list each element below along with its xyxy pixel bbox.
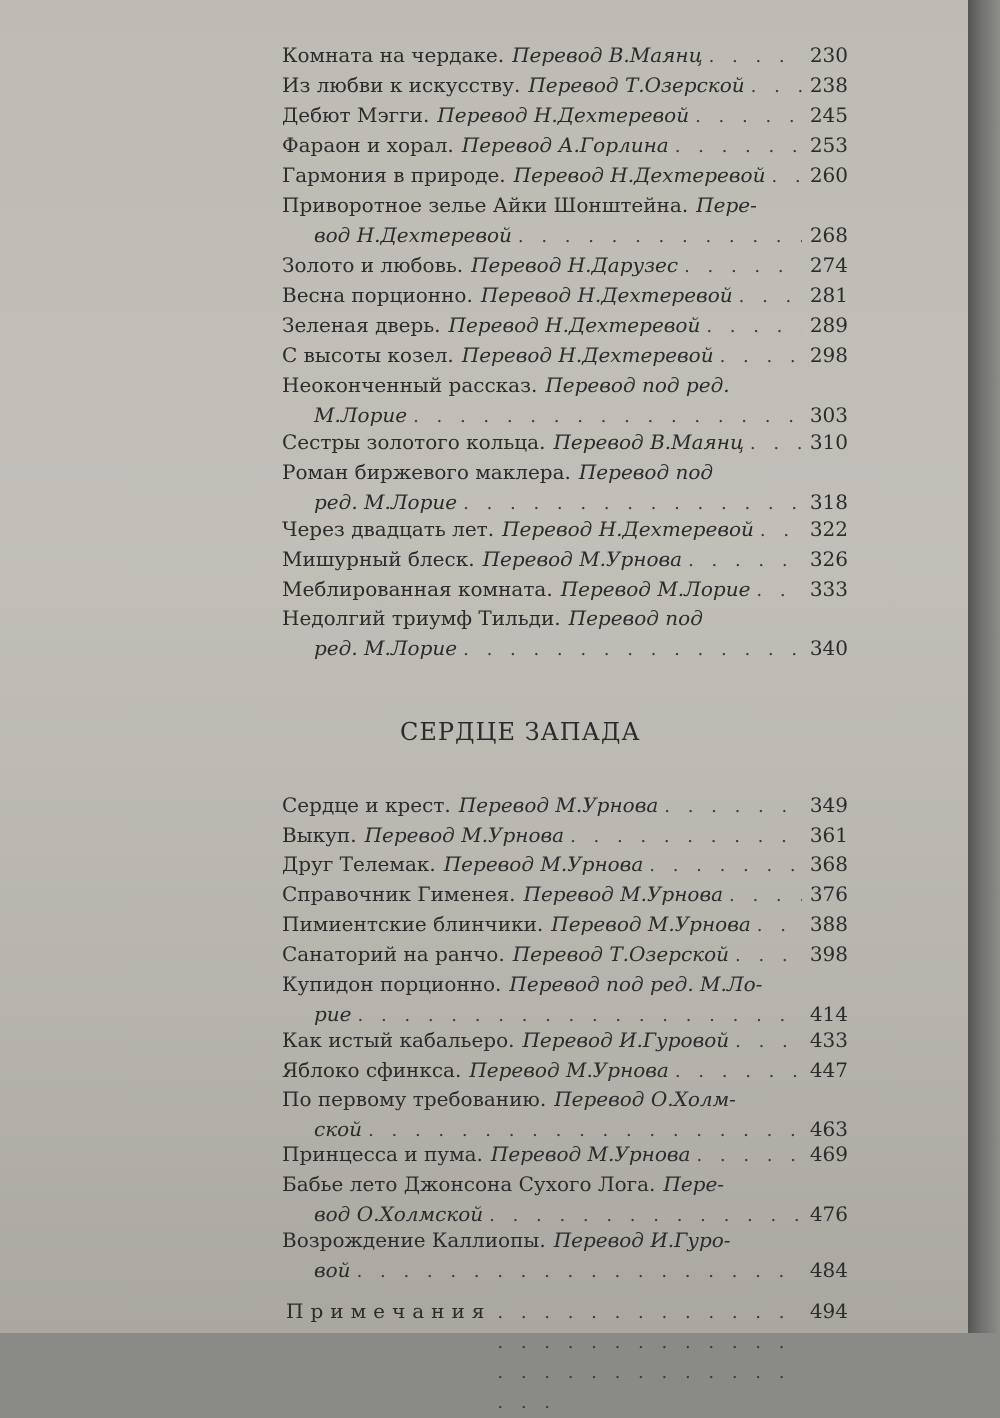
entry-page-number: 326 [809, 547, 848, 571]
entry-title: Пимиентские блинчики. [282, 912, 544, 936]
toc-entry-line [282, 1084, 848, 1114]
toc-entry-line [282, 603, 848, 633]
dot-leader [570, 822, 802, 852]
entry-page-number: 253 [809, 133, 848, 157]
entry-translator: Перевод М.Урнова [523, 882, 724, 906]
section-heading: СЕРДЦЕ ЗАПАДА [400, 718, 641, 746]
toc-entry-line [282, 1169, 848, 1199]
toc-entry [282, 544, 848, 574]
toc-entry-line [282, 427, 848, 457]
entry-translator: Перевод Н.Дехтеревой [480, 283, 733, 307]
entry-title: С высоты козел. [282, 343, 454, 367]
entry-title: Недолгий триумф Тильди. [282, 606, 561, 630]
entry-translator: Перевод О.Холм- [554, 1087, 736, 1111]
dot-leader [675, 1057, 802, 1087]
toc-entry-line [282, 370, 848, 400]
entry-translator: Перевод М.Лорие [560, 577, 751, 601]
toc-entry [282, 310, 848, 340]
toc-entry-line [282, 457, 848, 487]
toc-entry-line [282, 544, 848, 574]
dot-leader [463, 635, 802, 665]
entry-translator: Перевод под [568, 606, 703, 630]
entry-translator: Перевод М.Урнова [482, 547, 683, 571]
entry-title: По первому требованию. [282, 1087, 547, 1111]
toc-entry-line [282, 100, 848, 130]
entry-title: Возрождение Каллиопы. [282, 1228, 546, 1252]
toc-entry [282, 40, 848, 70]
entry-translator-continuation: вод О.Холмской [314, 1202, 484, 1226]
entry-title: Мишурный блеск. [282, 547, 475, 571]
toc-entry-line [282, 514, 848, 544]
toc-entry-line [282, 879, 848, 909]
entry-page-number: 260 [809, 163, 848, 187]
entry-page-number: 349 [809, 793, 848, 817]
toc-entry [282, 574, 848, 604]
entry-page-number: 298 [809, 343, 848, 367]
dot-leader [756, 576, 802, 606]
dot-leader [357, 1257, 802, 1287]
entry-translator: Перевод М.Урнова [364, 823, 565, 847]
toc-entry [282, 879, 848, 909]
dot-leader [696, 1141, 802, 1171]
toc-entry-line [282, 849, 848, 879]
entry-page-number: 333 [809, 577, 848, 601]
dot-leader [760, 516, 802, 546]
entry-title: Выкуп. [282, 823, 357, 847]
entry-title: Меблированная комната. [282, 577, 553, 601]
entry-page-number: 289 [809, 313, 848, 337]
entry-page-number: 238 [809, 73, 848, 97]
entry-title: Золото и любовь. [282, 253, 464, 277]
toc-entry-line [282, 250, 848, 280]
toc-entry [282, 1084, 848, 1144]
dot-leader [688, 546, 802, 576]
entry-translator: Перевод М.Урнова [551, 912, 751, 936]
entry-page-number: 303 [809, 403, 848, 427]
entry-page-number: 281 [809, 283, 848, 307]
entry-title: Бабье лето Джонсона Сухого Лога. [282, 1172, 656, 1196]
toc-entry [282, 160, 848, 190]
entry-title: Дебют Мэгги. [282, 103, 430, 127]
notes-entry [286, 1296, 848, 1326]
toc-entry [282, 190, 848, 250]
entry-title: Яблоко сфинкса. [282, 1058, 462, 1082]
dot-leader [757, 911, 802, 941]
dot-leader [695, 102, 802, 132]
toc-entry-line [282, 40, 848, 70]
entry-title: Приворотное зелье Айки Шонштейна. [282, 193, 689, 217]
entry-translator-continuation: ред. М.Лорие [314, 636, 458, 660]
dot-leader [649, 851, 802, 881]
toc-entry-continuation [282, 400, 848, 430]
toc-entry-line [282, 340, 848, 370]
entry-title: Сердце и крест. [282, 793, 451, 817]
entry-translator-continuation: ред. М.Лорие [314, 490, 458, 514]
entry-translator-continuation: М.Лорие [314, 403, 408, 427]
toc-entry-line [282, 969, 848, 999]
entry-title: Комната на чердаке. [282, 43, 505, 67]
entry-title: Сестры золотого кольца. [282, 430, 546, 454]
toc-entry [282, 939, 848, 969]
toc-entry [282, 790, 848, 820]
dot-leader [750, 429, 802, 459]
entry-page-number: 245 [809, 103, 848, 127]
entry-translator-continuation: вод Н.Дехтеревой [314, 223, 512, 247]
entry-translator: Перевод Н.Дехтеревой [502, 517, 754, 541]
entry-page-number: 322 [809, 517, 848, 541]
toc-entry-line [282, 160, 848, 190]
toc-entry-line [282, 820, 848, 850]
toc-entry [282, 1225, 848, 1285]
entry-translator: Перевод Т.Озерской [528, 73, 745, 97]
entry-page-number: 318 [809, 490, 848, 514]
toc-entry [282, 427, 848, 457]
entry-page-number: 268 [809, 223, 848, 247]
entry-page-number: 414 [809, 1002, 848, 1026]
entry-translator-continuation: рие [314, 1002, 352, 1026]
toc-entry [282, 603, 848, 663]
dot-leader [735, 1027, 802, 1057]
dot-leader [771, 162, 802, 192]
dot-leader [739, 282, 802, 312]
entry-translator: Перевод Н.Дехтеревой [513, 163, 766, 187]
toc-entry [282, 457, 848, 517]
toc-entry-line [282, 1055, 848, 1085]
toc-entry-line [282, 939, 848, 969]
entry-page-number: 398 [809, 942, 848, 966]
entry-translator: Перевод под ред. М.Ло- [509, 972, 763, 996]
entry-title: Весна порционно. [282, 283, 473, 307]
toc-entry-line [282, 280, 848, 310]
toc-entry [282, 849, 848, 879]
entry-translator: Пере- [663, 1172, 725, 1196]
toc-entry [282, 100, 848, 130]
entry-page-number: 376 [809, 882, 848, 906]
dot-leader [751, 72, 802, 102]
entry-title: Из любви к искусству. [282, 73, 521, 97]
entry-translator: Перевод И.Гуровой [522, 1028, 730, 1052]
dot-leader [675, 132, 802, 162]
entry-translator: Перевод Н.Дехтеревой [448, 313, 701, 337]
entry-page-number: 469 [809, 1142, 848, 1166]
toc-entry-line [282, 1225, 848, 1255]
dot-leader [720, 342, 802, 372]
toc-entry-line [282, 190, 848, 220]
notes-title: Примечания [286, 1299, 492, 1323]
entry-page-number: 433 [809, 1028, 848, 1052]
entry-translator: Перевод Н.Дехтеревой [437, 103, 690, 127]
entry-title: Зеленая дверь. [282, 313, 441, 337]
toc-entry-line [282, 909, 848, 939]
entry-title: Гармония в природе. [282, 163, 506, 187]
dot-leader [518, 222, 802, 252]
toc-entry-line [282, 130, 848, 160]
entry-title: Санаторий на ранчо. [282, 942, 505, 966]
toc-entry-continuation [282, 1255, 848, 1285]
entry-translator: Перевод под [578, 460, 714, 484]
entry-page-number: 368 [809, 852, 848, 876]
toc-entry-line [282, 1139, 848, 1169]
toc-entry [282, 969, 848, 1029]
entry-page-number: 484 [809, 1258, 848, 1282]
toc-entry [282, 909, 848, 939]
toc-entry-continuation [282, 633, 848, 663]
entry-translator: Перевод Н.Дарузес [471, 253, 679, 277]
toc-entry-continuation [282, 220, 848, 250]
entry-translator: Пере- [696, 193, 757, 217]
entry-page-number: 230 [809, 43, 848, 67]
toc-entry-continuation [282, 487, 848, 517]
entry-translator: Перевод М.Урнова [458, 793, 659, 817]
entry-title: Как истый кабальеро. [282, 1028, 515, 1052]
entry-translator: Перевод Т.Озерской [512, 942, 730, 966]
entry-title: Принцесса и пума. [282, 1142, 483, 1166]
entry-translator: Перевод В.Маянц [553, 430, 744, 454]
dot-leader [709, 42, 802, 72]
entry-page-number: 447 [809, 1058, 848, 1082]
toc-entry [282, 1025, 848, 1055]
entry-page-number: 388 [809, 912, 848, 936]
entry-translator: Перевод И.Гуро- [553, 1228, 731, 1252]
page-edge-shadow [968, 0, 1000, 1333]
entry-title: Неоконченный рассказ. [282, 373, 538, 397]
toc-entry [282, 280, 848, 310]
dot-leader [684, 252, 802, 282]
dot-leader [664, 792, 802, 822]
toc-entry [282, 1139, 848, 1169]
notes-page-number: 494 [809, 1299, 848, 1323]
entry-page-number: 310 [809, 430, 848, 454]
entry-page-number: 274 [809, 253, 848, 277]
entry-translator: Перевод В.Маянц [512, 43, 703, 67]
dot-leader [497, 1298, 802, 1418]
entry-page-number: 361 [809, 823, 848, 847]
toc-entry-line [282, 574, 848, 604]
toc-entry [282, 1169, 848, 1229]
entry-translator: Перевод М.Урнова [490, 1142, 691, 1166]
entry-title: Купидон порционно. [282, 972, 502, 996]
toc-entry [282, 130, 848, 160]
toc-entry [282, 70, 848, 100]
entry-translator: Перевод А.Горлина [461, 133, 669, 157]
dot-leader [735, 941, 802, 971]
toc-entry [282, 250, 848, 280]
entry-title: Фараон и хорал. [282, 133, 454, 157]
toc-entry-line [282, 70, 848, 100]
entry-translator: Перевод Н.Дехтеревой [461, 343, 714, 367]
dot-leader [706, 312, 802, 342]
toc-entry [282, 340, 848, 370]
entry-page-number: 463 [809, 1117, 848, 1141]
entry-title: Роман биржевого маклера. [282, 460, 571, 484]
toc-entry [282, 820, 848, 850]
toc-entry [282, 370, 848, 430]
entry-title: Справочник Гименея. [282, 882, 516, 906]
entry-translator-continuation: вой [314, 1258, 351, 1282]
entry-translator: Перевод под ред. [545, 373, 730, 397]
entry-page-number: 340 [809, 636, 848, 660]
toc-entry [282, 514, 848, 544]
dot-leader [729, 881, 802, 911]
entry-title: Через двадцать лет. [282, 517, 495, 541]
entry-translator-continuation: ской [314, 1117, 363, 1141]
toc-entry-line [282, 790, 848, 820]
entry-translator: Перевод М.Урнова [469, 1058, 669, 1082]
toc-entry-line [282, 1025, 848, 1055]
entry-title: Друг Телемак. [282, 852, 436, 876]
entry-page-number: 476 [809, 1202, 848, 1226]
toc-entry-line [282, 310, 848, 340]
toc-entry [282, 1055, 848, 1085]
entry-translator: Перевод М.Урнова [443, 852, 644, 876]
